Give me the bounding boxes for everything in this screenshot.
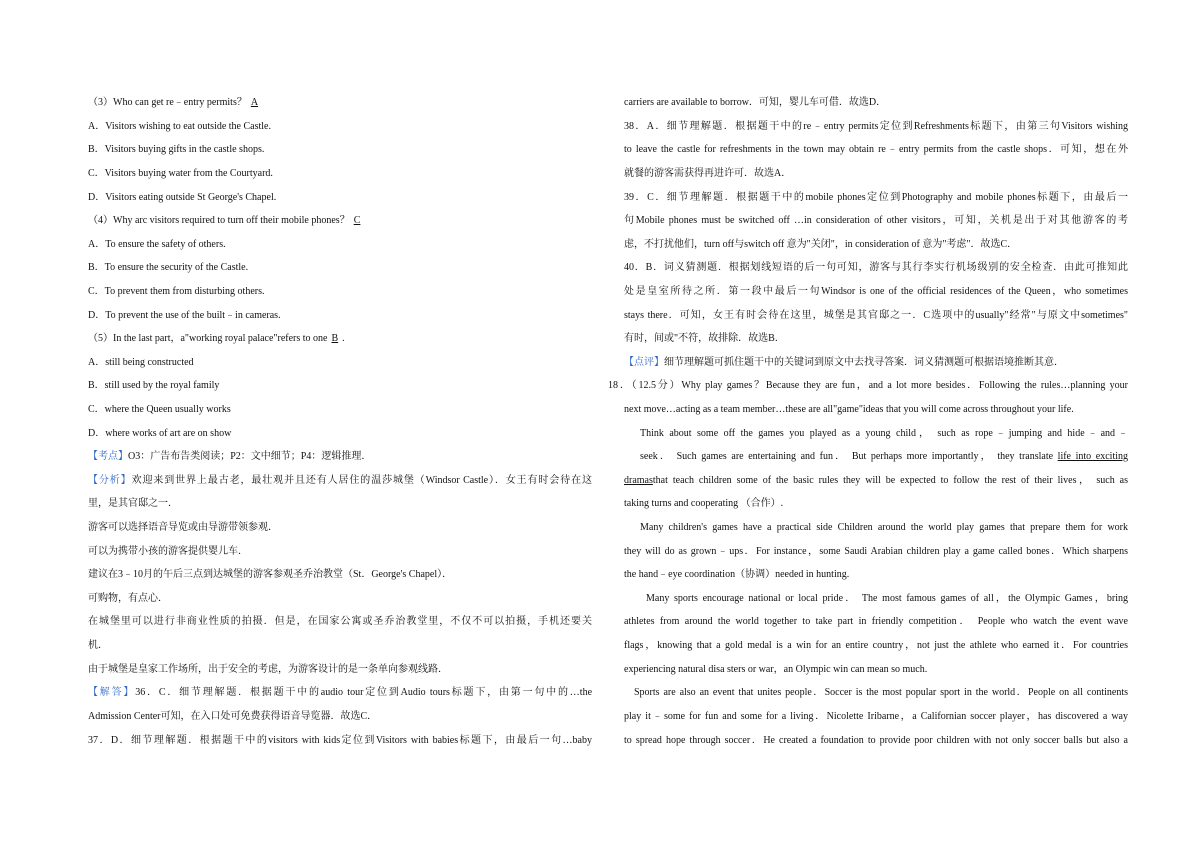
jieda-text-1: 36．C．细节理解题．根据题干中的audio tour定位到Audio tours标题下，由第一句中的…the: [135, 687, 593, 698]
q5-option-a: A．still being constructed: [88, 357, 194, 368]
question-5: [88, 332, 592, 346]
passage-line-4-text: that teach children some of the basic rules they will be expected to follow the rest of their lives， such as: [652, 475, 1128, 486]
question-5-prompt: （5）In the last part，a"working royal palace"refers to one: [88, 333, 328, 344]
kaodian-text: O3：广告布告类阅读；P2：文中细节；P4：逻辑推理．: [128, 451, 372, 462]
question-5-answer: B: [331, 333, 339, 344]
passage-line-4: [624, 474, 1128, 488]
underlined-phrase-part-1: life into exciting: [1057, 451, 1129, 462]
right-line-4: 就餐的游客需获得再进许可．故选A．: [624, 168, 792, 179]
note-2: 可以为携带小孩的游客提供婴儿车．: [88, 546, 248, 557]
question-3-answer: A: [250, 97, 259, 108]
right-line-9: 处是皇室所待之所．第一段中最后一句Windsor is one of the official residences of the Queen，who sometimes: [624, 286, 1128, 297]
q4-option-c: C．To prevent them from disturbing others.: [88, 286, 265, 297]
passage-line-6: Many children's games have a practical side Children around the world play games that prepare them for work: [640, 522, 1128, 533]
dianping-line: [624, 356, 1128, 370]
note-5-line-2: 机．: [88, 640, 108, 651]
passage-line-8: the hand﹣eye coordination（协调）needed in hunting.: [624, 569, 850, 580]
right-line-11: 有时，间或"不符，故排除．故选B．: [624, 333, 785, 344]
passage-line-14: play it﹣some for fun and some for a living．Nicolette Iribarne，a Californian soccer player，has discovered a way: [624, 711, 1128, 722]
q3-option-d: D．Visitors eating outside St George's Chapel.: [88, 192, 277, 203]
right-line-1: carriers are available to borrow．可知，婴儿车可借．故选D．: [624, 97, 887, 108]
q5-option-d: D．where works of art are on show: [88, 428, 232, 439]
question-4-prompt: （4）Why arc visitors required to turn off their mobile phones？: [88, 215, 350, 226]
q5-option-b: B．still used by the royal family: [88, 380, 220, 391]
question-3: [88, 96, 592, 110]
passage-line-12: experiencing natural disa sters or war，an Olympic win can mean so much.: [624, 664, 928, 675]
right-line-8: 40．B．词义猜测题．根据划线短语的后一句可知，游客与其行李实行机场级别的安全检查．由此可推知此: [624, 262, 1128, 273]
note-5-line-1: 在城堡里可以进行非商业性质的拍摄．但是，在国家公寓或圣乔治教堂里，不仅不可以拍摄，手机还要关: [88, 616, 592, 627]
q4-option-d: D．To prevent the use of the built﹣in cameras.: [88, 310, 281, 321]
q4-option-a: A．To ensure the safety of others.: [88, 239, 226, 250]
passage-line-10: athletes from around the world together to take part in friendly competition． People who watch the event wave: [624, 616, 1128, 627]
passage-line-9: Many sports encourage national or local pride． The most famous games of all，the Olympic Games，bring: [646, 593, 1128, 604]
note-1: 游客可以选择语音导览或由导游带领参观．: [88, 522, 278, 533]
q4-option-b: B．To ensure the security of the Castle.: [88, 262, 249, 273]
jieda-tag: 【解答】: [88, 687, 136, 698]
passage-line-2: Think about some off the games you played as a young child， such as rope﹣jumping and hide﹣and﹣: [640, 428, 1128, 439]
note-4: 可购物，有点心．: [88, 593, 168, 604]
passage-line-1: next move…acting as a team member…these are all"game"ideas that you will come across throughout your life.: [624, 404, 1074, 415]
underlined-phrase-part-2: dramas: [624, 475, 653, 486]
question-18-header: 18．（12.5分）Why play games？Because they are fun，and a lot more besides．Following the rules…planning your: [608, 380, 1128, 391]
answer-37: 37．D．细节理解题．根据题干中的visitors with kids定位到Visitors with babies标题下，由最后一句…baby: [88, 735, 592, 746]
passage-line-3-text: seek． Such games are entertaining and fun． But perhaps more importantly， they translate: [640, 451, 1054, 462]
note-3: 建议在3﹣10月的午后三点到达城堡的游客参观圣乔治教堂（St．George's Chapel）．: [88, 569, 453, 580]
q5-option-c: C．where the Queen usually works: [88, 404, 231, 415]
fenxi-line-1: [88, 474, 592, 488]
passage-line-7: they will do as grown﹣ups．For instance，some Saudi Arabian children play a game called bones．Which sharpens: [624, 546, 1128, 557]
right-line-2: 38．A．细节理解题．根据题干中的re﹣entry permits定位到Refreshments标题下，由第三句Visitors wishing: [624, 121, 1128, 132]
fenxi-line-2: 里，是其官邸之一．: [88, 498, 178, 509]
fenxi-tag: 【分析】: [88, 475, 132, 486]
passage-line-3: [624, 450, 1128, 464]
dianping-text: 细节理解题可抓住题干中的关键词到原文中去找寻答案．词义猜测题可根据语境推断其意．: [664, 357, 1064, 368]
right-line-7: 虑，不打扰他们，turn off与switch off 意为"关闭"，in consideration of 意为"考虑"．故选C．: [624, 239, 1018, 250]
kaodian-line: [88, 450, 592, 464]
q3-option-b: B．Visitors buying gifts in the castle shops.: [88, 144, 265, 155]
right-line-10: stays there．可知，女王有时会待在这里，城堡是其官邸之一．C选项中的usually"经常"与原文中sometimes": [624, 310, 1128, 321]
jieda-line-2: Admission Center可知，在入口处可免费获得语音导览器．故选C．: [88, 711, 378, 722]
passage-line-15: to spread hope through soccer．He created a foundation to provide poor children with not only soccer balls but also a: [624, 735, 1128, 746]
right-line-5: 39．C．细节理解题．根据题干中的mobile phones定位到Photography and mobile phones标题下，由最后一: [624, 192, 1128, 203]
note-6: 由于城堡是皇家工作场所，出于安全的考虑，为游客设计的是一条单向参观线路．: [88, 664, 448, 675]
question-5-end: .: [342, 333, 345, 344]
question-4: [88, 214, 592, 228]
passage-line-11: flags，knowing that a gold medal is a win for an entire country，not just the athlete who earned it．For countries: [624, 640, 1128, 651]
jieda-line-1: [88, 686, 592, 700]
question-3-prompt: （3）Who can get re﹣entry permits？: [88, 97, 247, 108]
passage-line-5: taking turns and cooperating （合作）.: [624, 498, 784, 509]
question-4-answer: C: [353, 215, 361, 226]
right-line-6: 句Mobile phones must be switched off …in consideration of other visitors，可知，关机是出于对其他游客的考: [624, 215, 1128, 226]
q3-option-c: C．Visitors buying water from the Courtyard.: [88, 168, 273, 179]
passage-line-13: Sports are also an event that unites people．Soccer is the most popular sport in the world．People on all continents: [634, 687, 1128, 698]
right-line-3: to leave the castle for refreshments in the town may obtain re﹣entry permits from the castle shops．可知，想在外: [624, 144, 1128, 155]
q3-option-a: A．Visitors wishing to eat outside the Castle.: [88, 121, 271, 132]
kaodian-tag: 【考点】: [88, 451, 128, 462]
dianping-tag: 【点评】: [624, 357, 664, 368]
fenxi-text-1: 欢迎来到世界上最古老，最壮观并且还有人居住的温莎城堡（Windsor Castle）．女王有时会待在这: [131, 475, 592, 486]
